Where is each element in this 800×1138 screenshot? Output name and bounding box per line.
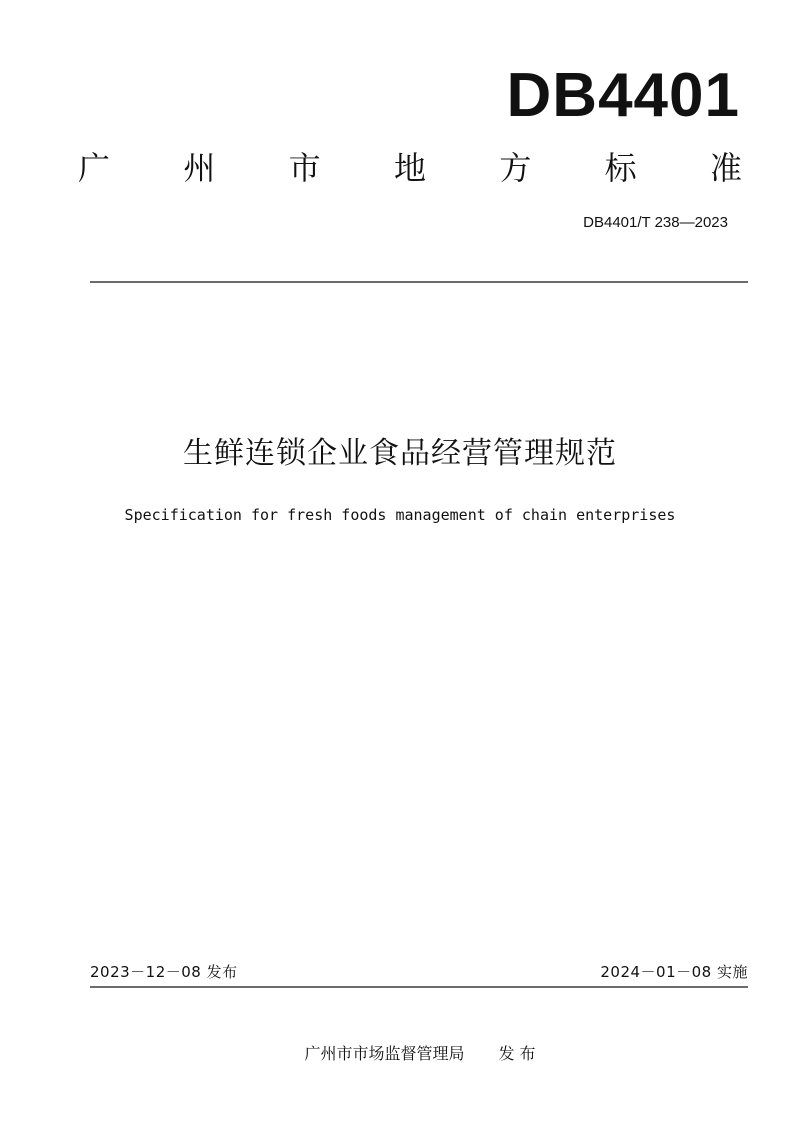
- footer-divider: [90, 986, 748, 988]
- standard-type-char: 州: [183, 149, 216, 187]
- standard-type-char: 准: [709, 149, 742, 187]
- standard-type-title: [78, 146, 742, 190]
- issuer-line: [270, 1042, 570, 1066]
- standard-type-char: 地: [393, 149, 426, 187]
- standard-type-char: 标: [604, 149, 637, 187]
- header-divider: [90, 281, 748, 283]
- standard-code: DB4401: [506, 61, 740, 130]
- issue-date: 2023－12－08 发布: [90, 963, 238, 981]
- issuer-action: 发 布: [498, 1044, 536, 1063]
- issuer-name: 广州市市场监督管理局: [304, 1044, 465, 1063]
- standard-number: DB4401/T 238—2023: [583, 214, 728, 231]
- document-title: 生鲜连锁企业食品经营管理规范: [183, 436, 617, 471]
- implementation-date: 2024－01－08 实施: [600, 963, 748, 981]
- standard-type-char: 市: [288, 149, 321, 187]
- document-subtitle: Specification for fresh foods management of chain enterprises: [124, 506, 676, 524]
- standard-type-char: 广: [78, 149, 111, 187]
- standard-type-char: 方: [499, 149, 532, 187]
